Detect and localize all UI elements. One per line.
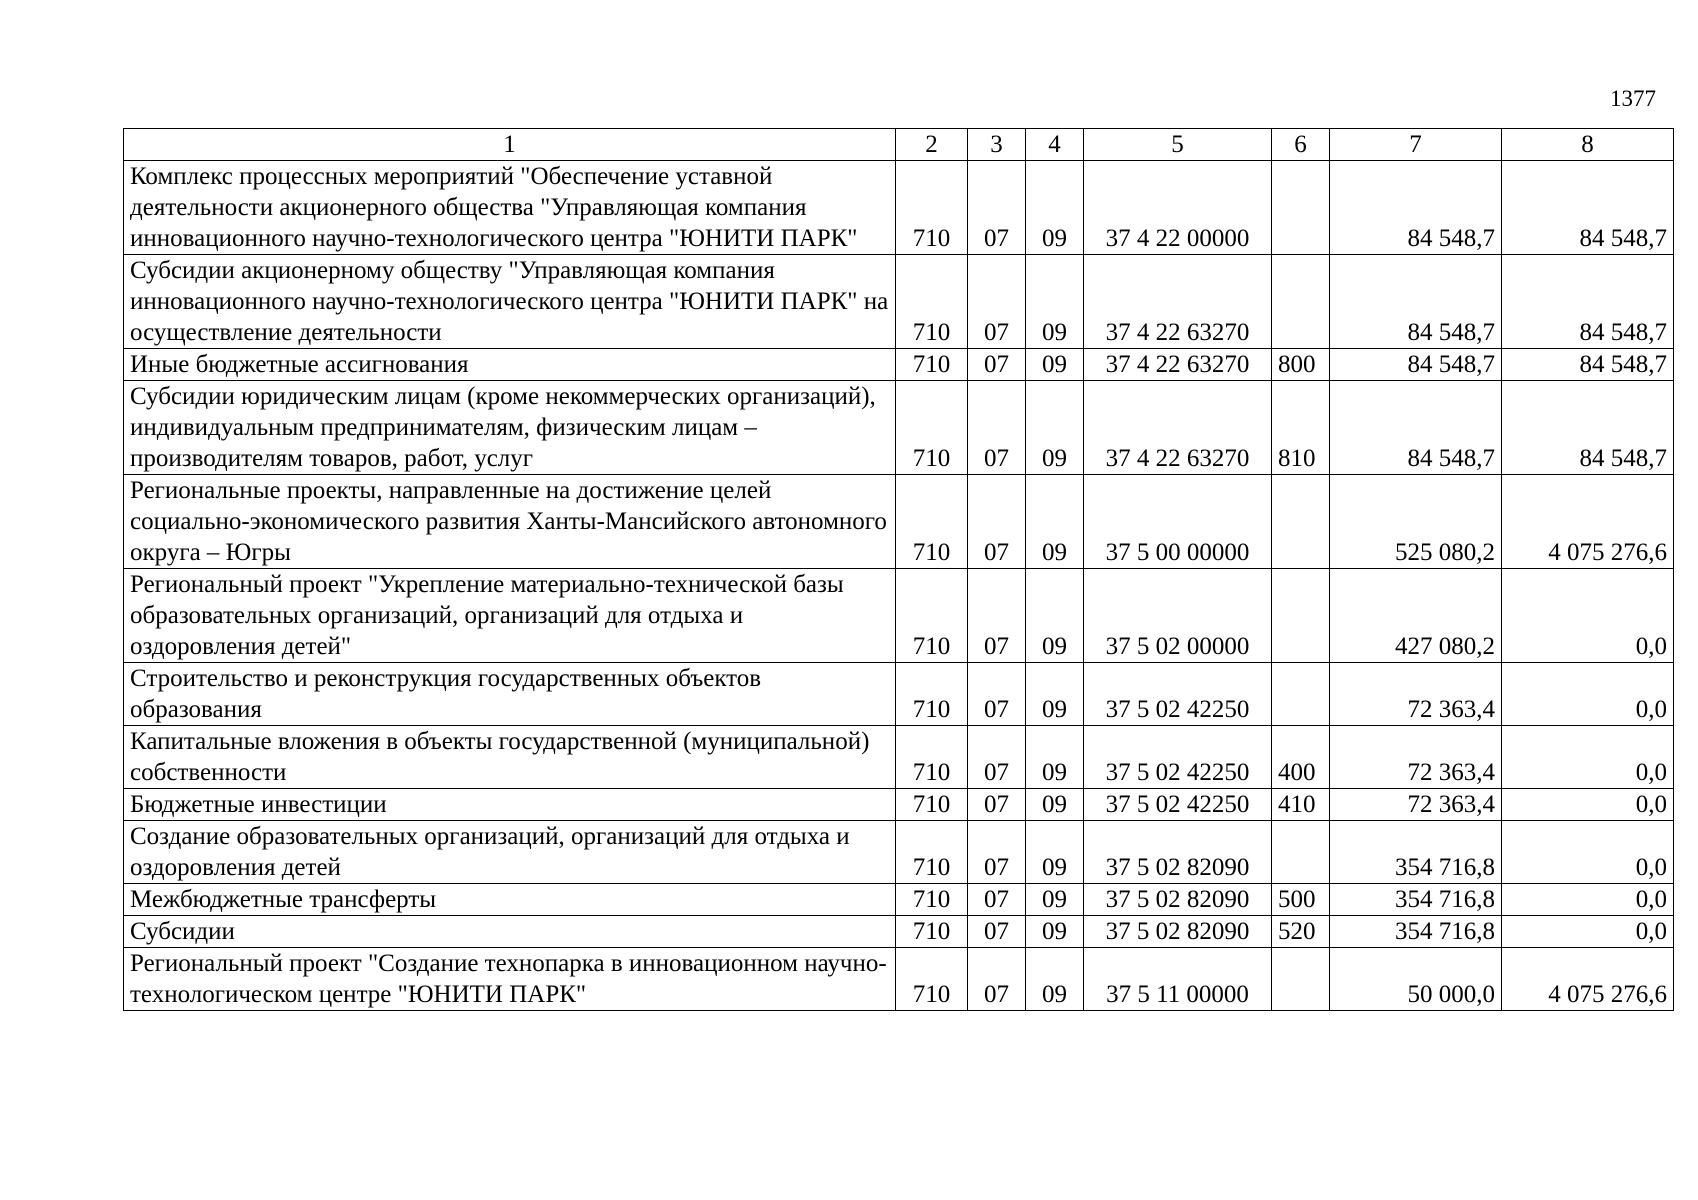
subsection-code-cell: 09 [1026, 884, 1084, 916]
amount-year2-cell: 0,0 [1502, 821, 1674, 884]
target-article-cell: 37 5 02 82090 [1084, 916, 1272, 948]
grbs-code-cell: 710 [896, 161, 968, 255]
target-article-cell: 37 5 02 42250 [1084, 726, 1272, 789]
table-row [124, 569, 1674, 663]
amount-year2-cell: 0,0 [1502, 663, 1674, 726]
column-header: 4 [1026, 129, 1084, 161]
expense-type-cell: 400 [1272, 726, 1330, 789]
expense-type-cell [1272, 821, 1330, 884]
grbs-code-cell: 710 [896, 569, 968, 663]
section-code-cell: 07 [968, 161, 1026, 255]
column-header: 3 [968, 129, 1026, 161]
subsection-code-cell: 09 [1026, 569, 1084, 663]
expense-type-cell [1272, 475, 1330, 569]
grbs-code-cell: 710 [896, 663, 968, 726]
subsection-code-cell: 09 [1026, 916, 1084, 948]
row-name-cell: Комплекс процессных мероприятий "Обеспечение уставной деятельности акционерного общества "Управляющая компания инновационного научно-технологического центра "ЮНИТИ ПАРК" [124, 161, 896, 255]
section-code-cell: 07 [968, 884, 1026, 916]
amount-year1-cell: 72 363,4 [1330, 726, 1502, 789]
subsection-code-cell: 09 [1026, 475, 1084, 569]
header-row [124, 129, 1674, 161]
amount-year2-cell: 4 075 276,6 [1502, 475, 1674, 569]
amount-year2-cell: 84 548,7 [1502, 381, 1674, 475]
expense-type-cell [1272, 948, 1330, 1011]
column-header: 1 [124, 129, 896, 161]
amount-year1-cell: 72 363,4 [1330, 663, 1502, 726]
target-article-cell: 37 5 02 82090 [1084, 884, 1272, 916]
target-article-cell: 37 5 02 42250 [1084, 789, 1272, 821]
expense-type-cell [1272, 255, 1330, 349]
amount-year1-cell: 354 716,8 [1330, 821, 1502, 884]
section-code-cell: 07 [968, 916, 1026, 948]
target-article-cell: 37 5 02 82090 [1084, 821, 1272, 884]
amount-year2-cell: 0,0 [1502, 884, 1674, 916]
section-code-cell: 07 [968, 789, 1026, 821]
column-header: 7 [1330, 129, 1502, 161]
column-header: 5 [1084, 129, 1272, 161]
column-header: 6 [1272, 129, 1330, 161]
amount-year1-cell: 525 080,2 [1330, 475, 1502, 569]
subsection-code-cell: 09 [1026, 663, 1084, 726]
row-name-cell: Субсидии акционерному обществу "Управляющая компания инновационного научно-технологического центра "ЮНИТИ ПАРК" на осуществление деятельности [124, 255, 896, 349]
target-article-cell: 37 4 22 63270 [1084, 381, 1272, 475]
amount-year2-cell: 84 548,7 [1502, 255, 1674, 349]
target-article-cell: 37 4 22 63270 [1084, 255, 1272, 349]
target-article-cell: 37 4 22 00000 [1084, 161, 1272, 255]
amount-year1-cell: 84 548,7 [1330, 161, 1502, 255]
section-code-cell: 07 [968, 948, 1026, 1011]
expense-type-cell: 500 [1272, 884, 1330, 916]
row-name-cell: Межбюджетные трансферты [124, 884, 896, 916]
subsection-code-cell: 09 [1026, 349, 1084, 381]
row-name-cell: Региональный проект "Создание технопарка в инновационном научно-технологическом центре "ЮНИТИ ПАРК" [124, 948, 896, 1011]
table-row [124, 161, 1674, 255]
row-name-cell: Капитальные вложения в объекты государственной (муниципальной) собственности [124, 726, 896, 789]
section-code-cell: 07 [968, 349, 1026, 381]
amount-year2-cell: 0,0 [1502, 789, 1674, 821]
section-code-cell: 07 [968, 726, 1026, 789]
row-name-cell: Субсидии [124, 916, 896, 948]
section-code-cell: 07 [968, 475, 1026, 569]
page-number: 1377 [1610, 86, 1656, 111]
subsection-code-cell: 09 [1026, 789, 1084, 821]
row-name-cell: Региональный проект "Укрепление материально-технической базы образовательных организаций, организаций для отдыха и оздоровления детей" [124, 569, 896, 663]
column-header: 8 [1502, 129, 1674, 161]
table-row [124, 948, 1674, 1011]
grbs-code-cell: 710 [896, 948, 968, 1011]
target-article-cell: 37 5 00 00000 [1084, 475, 1272, 569]
table-row [124, 884, 1674, 916]
amount-year1-cell: 84 548,7 [1330, 381, 1502, 475]
table-row [124, 789, 1674, 821]
grbs-code-cell: 710 [896, 349, 968, 381]
section-code-cell: 07 [968, 381, 1026, 475]
grbs-code-cell: 710 [896, 255, 968, 349]
grbs-code-cell: 710 [896, 884, 968, 916]
subsection-code-cell: 09 [1026, 821, 1084, 884]
amount-year2-cell: 0,0 [1502, 569, 1674, 663]
section-code-cell: 07 [968, 663, 1026, 726]
table-row [124, 726, 1674, 789]
subsection-code-cell: 09 [1026, 948, 1084, 1011]
row-name-cell: Создание образовательных организаций, организаций для отдыха и оздоровления детей [124, 821, 896, 884]
expense-type-cell: 800 [1272, 349, 1330, 381]
amount-year1-cell: 84 548,7 [1330, 255, 1502, 349]
amount-year1-cell: 84 548,7 [1330, 349, 1502, 381]
amount-year1-cell: 354 716,8 [1330, 884, 1502, 916]
table-row [124, 381, 1674, 475]
amount-year1-cell: 427 080,2 [1330, 569, 1502, 663]
amount-year2-cell: 0,0 [1502, 916, 1674, 948]
table-row [124, 916, 1674, 948]
amount-year1-cell: 72 363,4 [1330, 789, 1502, 821]
target-article-cell: 37 5 02 42250 [1084, 663, 1272, 726]
expense-type-cell: 520 [1272, 916, 1330, 948]
grbs-code-cell: 710 [896, 381, 968, 475]
section-code-cell: 07 [968, 569, 1026, 663]
grbs-code-cell: 710 [896, 475, 968, 569]
table-row [124, 255, 1674, 349]
section-code-cell: 07 [968, 255, 1026, 349]
expense-type-cell [1272, 161, 1330, 255]
subsection-code-cell: 09 [1026, 726, 1084, 789]
grbs-code-cell: 710 [896, 726, 968, 789]
amount-year2-cell: 84 548,7 [1502, 161, 1674, 255]
row-name-cell: Иные бюджетные ассигнования [124, 349, 896, 381]
amount-year2-cell: 84 548,7 [1502, 349, 1674, 381]
subsection-code-cell: 09 [1026, 161, 1084, 255]
expense-type-cell [1272, 663, 1330, 726]
target-article-cell: 37 5 11 00000 [1084, 948, 1272, 1011]
row-name-cell: Бюджетные инвестиции [124, 789, 896, 821]
table-body [124, 161, 1674, 1011]
amount-year2-cell: 4 075 276,6 [1502, 948, 1674, 1011]
expense-type-cell: 810 [1272, 381, 1330, 475]
grbs-code-cell: 710 [896, 789, 968, 821]
grbs-code-cell: 710 [896, 916, 968, 948]
amount-year1-cell: 50 000,0 [1330, 948, 1502, 1011]
column-header: 2 [896, 129, 968, 161]
budget-table [123, 128, 1674, 1011]
grbs-code-cell: 710 [896, 821, 968, 884]
subsection-code-cell: 09 [1026, 381, 1084, 475]
amount-year2-cell: 0,0 [1502, 726, 1674, 789]
target-article-cell: 37 5 02 00000 [1084, 569, 1272, 663]
row-name-cell: Региональные проекты, направленные на достижение целей социально-экономического развития Ханты-Мансийского автономного округа – Югры [124, 475, 896, 569]
section-code-cell: 07 [968, 821, 1026, 884]
table-row [124, 663, 1674, 726]
table-row [124, 475, 1674, 569]
subsection-code-cell: 09 [1026, 255, 1084, 349]
expense-type-cell [1272, 569, 1330, 663]
table-row [124, 821, 1674, 884]
row-name-cell: Субсидии юридическим лицам (кроме некоммерческих организаций), индивидуальным предпринимателям, физическим лицам – производителям товаров, работ, услуг [124, 381, 896, 475]
target-article-cell: 37 4 22 63270 [1084, 349, 1272, 381]
table-row [124, 349, 1674, 381]
amount-year1-cell: 354 716,8 [1330, 916, 1502, 948]
expense-type-cell: 410 [1272, 789, 1330, 821]
row-name-cell: Строительство и реконструкция государственных объектов образования [124, 663, 896, 726]
